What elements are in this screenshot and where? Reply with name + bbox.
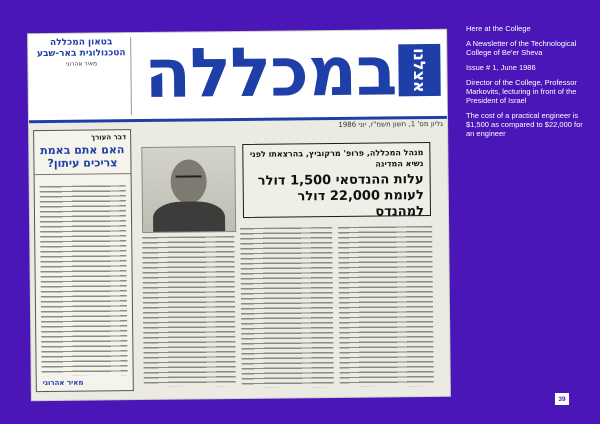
- portrait-photo: [141, 146, 236, 233]
- college-name: בטאון המכללה הטכנולוגית באר-שבע: [36, 37, 126, 60]
- caption-photo: Director of the College, Professor Markovits, lecturing in front of the President of Israel: [466, 78, 577, 105]
- text-column-3: [142, 236, 236, 387]
- headline-box: [242, 142, 431, 218]
- caption-summary: The cost of a practical engineer is $1,500 as compared to $22,000 for an engineer: [466, 111, 583, 138]
- caption-issue: Issue # 1, June 1986: [466, 63, 536, 72]
- text-column-2: [240, 227, 334, 388]
- editor-signature: מאיר אהרוני: [42, 378, 84, 388]
- caption-section: Here at the College: [466, 24, 531, 33]
- page-number: 39: [555, 393, 569, 405]
- masthead-title: במכללה: [143, 32, 397, 114]
- headline: עלות ההנדסאי 1,500 דולר לעומת 22,000 דולר למהנדס: [257, 172, 425, 220]
- text-column-1: [338, 226, 434, 387]
- issue-line: גליון מס' 1, חשון תשמ"ז, יוני 1986: [338, 119, 444, 129]
- editor-name: מאיר אהרוני: [65, 60, 98, 68]
- headline-kicker: מנהל המכללה, פרופ' מרקוביץ, בהרצאתו לפני נשיא המדינה: [249, 148, 424, 169]
- text-column-editor: [40, 185, 128, 376]
- newspaper-clipping: [28, 30, 450, 400]
- editor-column-headline: האם אתם באמת צריכים עיתון?: [34, 141, 130, 175]
- portrait-body: [153, 201, 225, 233]
- caption-panel: [466, 24, 590, 144]
- masthead-info: [32, 37, 132, 116]
- masthead: [28, 30, 447, 123]
- masthead-tag: אצלנו: [398, 44, 441, 96]
- portrait-glasses: [176, 175, 202, 184]
- editor-column-title: דבר העורך: [90, 133, 127, 142]
- caption-newsletter: A Newsletter of the Technological College of Be'er Sheva: [466, 39, 577, 57]
